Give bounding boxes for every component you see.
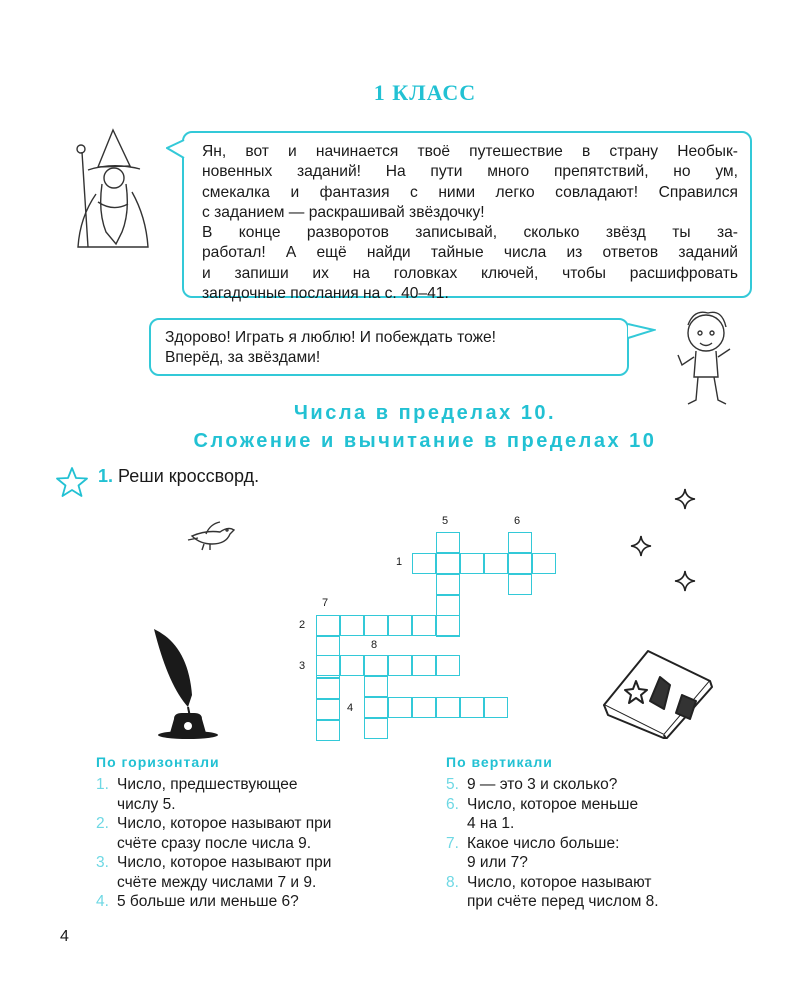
clue-number: 7.	[446, 834, 459, 852]
speech-line: новенных заданий! На пути много препятствий, но ум,	[202, 163, 738, 181]
crossword-cell[interactable]	[364, 615, 388, 636]
boy-speech-bubble	[149, 318, 629, 376]
speech-line: работал! А ещё найди тайные числа из ответов заданий	[202, 244, 738, 262]
sparkle-icon	[630, 535, 652, 557]
crossword-cell[interactable]	[316, 699, 340, 720]
crossword-cell[interactable]	[436, 697, 460, 718]
across-clues	[96, 754, 426, 912]
clue-text: Число, которое называют при	[117, 815, 332, 832]
clue-text: 4 на 1.	[467, 815, 515, 832]
crossword-cell[interactable]	[532, 553, 556, 574]
sparkle-icon	[674, 570, 696, 592]
clue-number: 6.	[446, 795, 459, 813]
crossword-cell[interactable]	[508, 553, 532, 574]
task-number: 1.	[98, 466, 114, 486]
wizard-speech-bubble	[182, 131, 752, 303]
clue-text: Число, предшествующее	[117, 776, 298, 793]
clue-number: 8.	[446, 873, 459, 891]
clue-item	[446, 834, 766, 873]
crossword-number-6: 6	[514, 515, 521, 527]
clue-number: 3.	[96, 854, 109, 871]
crossword-cell[interactable]	[316, 720, 340, 741]
crossword-cell[interactable]	[412, 615, 436, 636]
crossword-cell[interactable]	[460, 553, 484, 574]
wizard-illustration	[58, 122, 178, 252]
crossword-cell[interactable]	[388, 697, 412, 718]
crossword-cell[interactable]	[340, 615, 364, 636]
speech-line: Здорово! Играть я люблю! И побеждать тоже!	[165, 329, 497, 346]
crossword-cell[interactable]	[316, 655, 340, 676]
down-clues	[446, 754, 766, 912]
crossword-cell[interactable]	[484, 697, 508, 718]
page-number: 4	[60, 928, 69, 945]
crossword-cell[interactable]	[436, 595, 460, 616]
clue-item	[446, 873, 766, 912]
crossword-cell[interactable]	[436, 655, 460, 676]
crossword-cell[interactable]	[460, 697, 484, 718]
clue-item	[96, 892, 426, 912]
boy-bubble-tail	[626, 320, 656, 342]
crossword-number-5: 5	[442, 515, 449, 527]
crossword-cell[interactable]	[364, 697, 388, 718]
speech-line: и запиши их на головках ключей, чтобы расшифровать	[202, 264, 738, 282]
clue-item	[446, 795, 766, 834]
crossword-cell[interactable]	[316, 678, 340, 699]
crossword-cell[interactable]	[436, 574, 460, 595]
bird-icon	[186, 516, 238, 552]
speech-line: с заданием — раскрашивай звёздочку!	[202, 203, 485, 221]
sparkle-icon	[674, 488, 696, 510]
clue-text: счёте между числами 7 и 9.	[117, 873, 317, 891]
clue-text: Число, которое называют при	[117, 854, 332, 871]
crossword-cell[interactable]	[436, 532, 460, 553]
across-heading: По горизонтали	[96, 754, 220, 770]
crossword-cell[interactable]	[412, 655, 436, 676]
speech-line: загадочные послания на с. 40–41.	[202, 285, 449, 303]
crossword-number-3: 3	[299, 660, 306, 672]
clue-text: Какое число больше:	[467, 834, 620, 852]
crossword-cell[interactable]	[508, 574, 532, 595]
clue-text: счёте сразу после числа 9.	[117, 834, 312, 852]
clue-text: при счёте перед числом 8.	[467, 893, 659, 910]
crossword-cell[interactable]	[508, 532, 532, 553]
section-title-line2: Сложение и вычитание в пределах 10	[193, 430, 657, 452]
boy-illustration	[660, 305, 750, 410]
speech-line: смекалка и фантазия с ними легко совладают! Справился	[202, 183, 738, 201]
clue-item	[96, 853, 426, 892]
book-illustration	[600, 647, 716, 739]
clue-text: 5 больше или меньше 6?	[117, 893, 299, 910]
page-title: 1 КЛАСС	[373, 80, 477, 105]
crossword-cell[interactable]	[484, 553, 508, 574]
down-heading: По вертикали	[446, 754, 553, 770]
speech-line: Вперёд, за звёздами!	[165, 349, 321, 367]
clue-text: Число, которое меньше	[467, 795, 639, 813]
crossword-cell[interactable]	[388, 615, 412, 636]
crossword-cell[interactable]	[340, 655, 364, 676]
clue-text: Число, которое называют	[467, 873, 652, 891]
crossword-cell[interactable]	[316, 615, 340, 636]
crossword-cell[interactable]	[412, 553, 436, 574]
clue-item	[96, 814, 426, 853]
clue-number: 1.	[96, 776, 109, 793]
crossword-cell[interactable]	[388, 655, 412, 676]
clue-text: 9 или 7?	[467, 854, 528, 871]
clue-text: числу 5.	[117, 795, 176, 813]
crossword-number-8: 8	[371, 639, 378, 651]
crossword-cell[interactable]	[364, 676, 388, 697]
crossword-cell[interactable]	[316, 636, 340, 657]
clue-text: 9 — это 3 и сколько?	[467, 776, 618, 793]
speech-line: В конце разворотов записывай, сколько звёзд ты за-	[202, 224, 738, 242]
clue-number: 2.	[96, 815, 109, 832]
section-title-line1: Числа в пределах 10.	[293, 402, 557, 424]
crossword-number-4: 4	[347, 702, 354, 714]
crossword-cell[interactable]	[364, 718, 388, 739]
crossword-cell[interactable]	[364, 655, 388, 676]
clue-number: 4.	[96, 893, 109, 910]
crossword-number-7: 7	[322, 597, 329, 609]
clue-item	[96, 775, 426, 814]
crossword-cell[interactable]	[436, 553, 460, 574]
clue-item	[446, 775, 766, 795]
crossword-number-1: 1	[396, 556, 403, 568]
crossword-cell[interactable]	[412, 697, 436, 718]
quill-ink-illustration	[148, 625, 220, 740]
crossword-number-2: 2	[299, 619, 306, 631]
clue-number: 5.	[446, 776, 459, 793]
speech-line: Ян, вот и начинается твоё путешествие в страну Необык-	[202, 143, 738, 160]
task-text: Реши кроссворд.	[118, 466, 260, 486]
crossword-cell[interactable]	[436, 615, 460, 636]
wizard-bubble-tail	[166, 138, 186, 160]
task-1	[56, 466, 259, 487]
